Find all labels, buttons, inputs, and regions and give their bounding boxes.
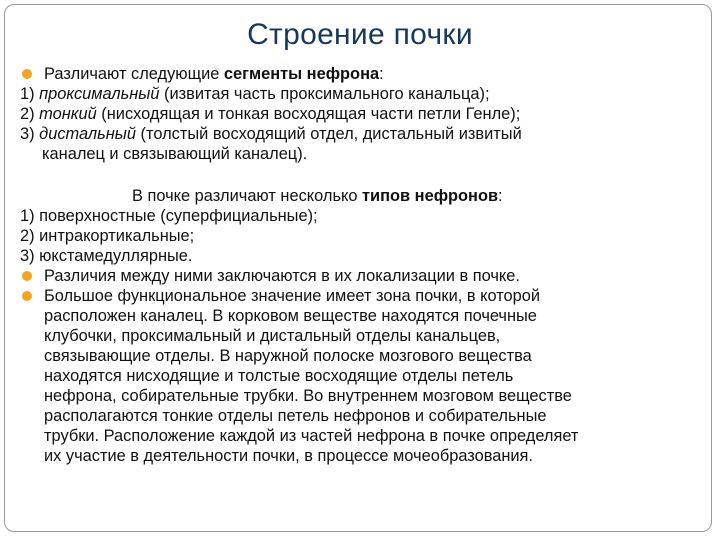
list-item: 1) проксимальный (извитая часть проксимального канальца); [20,85,490,103]
page-title: Строение почки [247,18,473,51]
list-item: Различия между ними заключаются в их локализации в почке. [20,266,700,286]
list-item-continuation: их участие в деятельности почки, в процессе мочеобразования. [44,447,533,465]
list-item-continuation: клубочки, проксимальный и дистальный отделы канальцев, [44,327,501,345]
slide-content [20,64,700,466]
list-item: Большое функциональное значение имеет зона почки, в которой [20,286,700,306]
list-item: Различают следующие сегменты нефрона: [20,64,700,84]
list-item-continuation: связывающие отделы. В наружной полоске мозгового вещества [44,347,532,365]
list-item-continuation: нефрона, собирательные трубки. Во внутреннем мозговом веществе [44,387,572,405]
list-item-continuation: трубки. Расположение каждой из частей нефрона в почке определяет [44,427,579,445]
list-item: 2) интракортикальные; [20,227,195,245]
section-intro: В почке различают несколько типов нефронов: [132,187,503,205]
list-item-continuation: каналец и связывающий каналец). [42,145,308,163]
list-item: 2) тонкий (нисходящая и тонкая восходящая части петли Генле); [20,105,521,123]
bullet-icon [22,291,32,301]
list-item-continuation: расположен каналец. В корковом веществе находятся почечные [44,307,537,325]
bullet-icon [22,69,32,79]
list-item-continuation: располагаются тонкие отделы петель нефронов и собирательные [44,407,547,425]
list-item-continuation: находятся нисходящие и толстые восходящие отделы петель [44,367,514,385]
list-item: 3) дистальный (толстый восходящий отдел, дистальный извитый [20,125,522,143]
bullet-icon [22,271,32,281]
list-item: 3) юкстамедуллярные. [20,247,193,265]
list-item: 1) поверхностные (суперфициальные); [20,207,318,225]
